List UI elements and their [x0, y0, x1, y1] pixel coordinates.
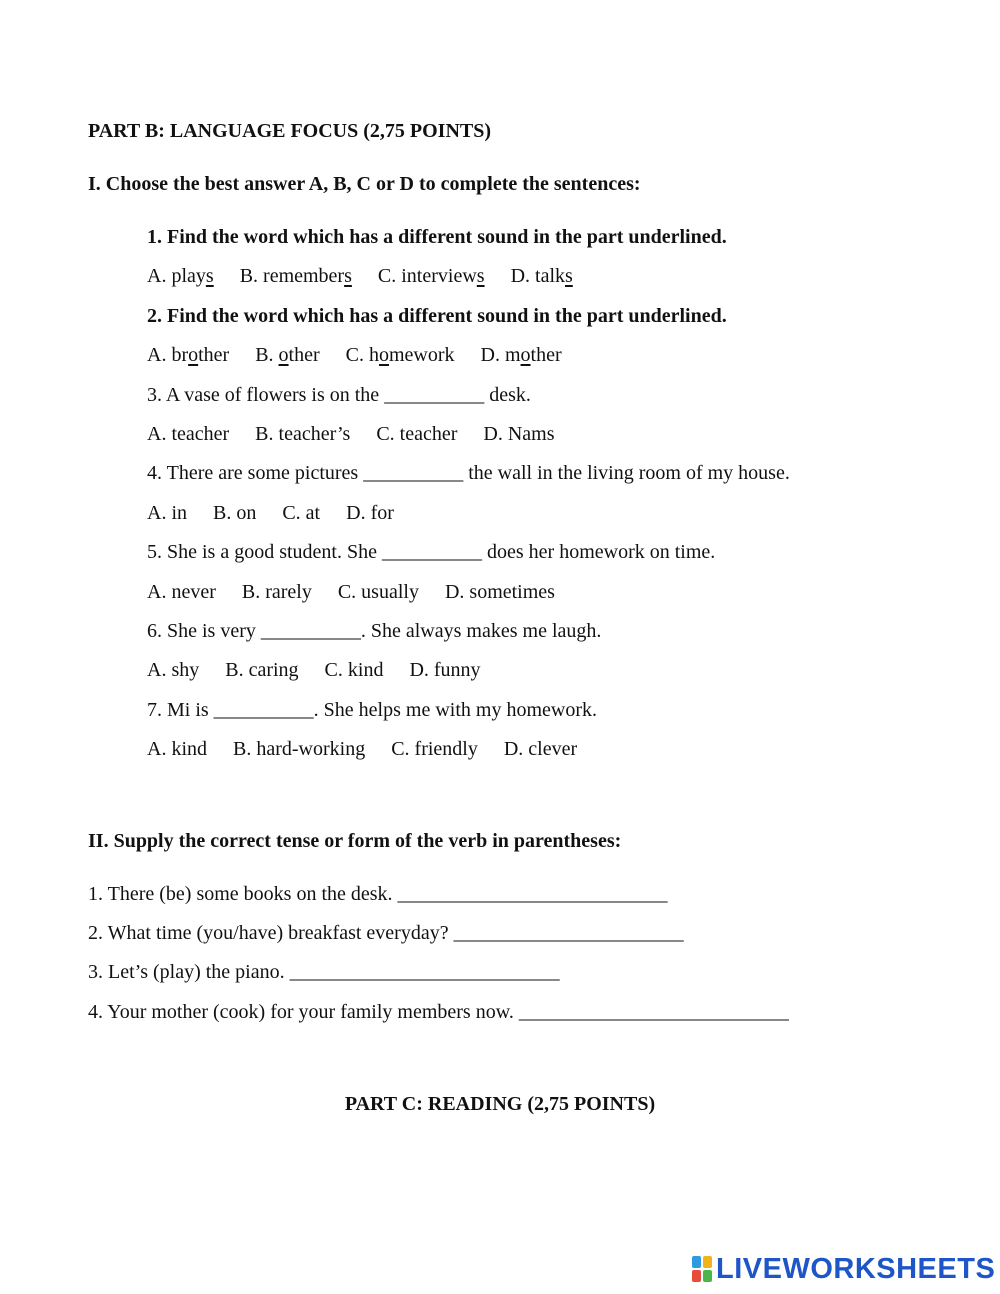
- option-a[interactable]: [147, 344, 229, 366]
- option-text: A. kind: [147, 738, 207, 760]
- option-text: A. teacher: [147, 423, 230, 445]
- option-c[interactable]: [376, 423, 457, 445]
- option-c[interactable]: [325, 659, 384, 681]
- liveworksheets-logo: [692, 1254, 995, 1284]
- option-text-end: ther: [198, 344, 230, 366]
- option-d[interactable]: [481, 344, 562, 366]
- option-b[interactable]: [240, 265, 352, 287]
- option-b[interactable]: [225, 659, 298, 681]
- question-4-prompt: 4. There are some pictures __________ the wall in the living room of my house.: [147, 462, 790, 484]
- option-text: A. in: [147, 502, 187, 524]
- option-text: C. usually: [337, 581, 419, 603]
- option-text: B. caring: [225, 659, 299, 681]
- option-b[interactable]: [242, 581, 312, 603]
- option-text-end: ther: [288, 344, 320, 366]
- question-7-prompt: 7. Mi is __________. She helps me with my homework.: [147, 699, 597, 721]
- option-text: B. teacher’s: [255, 423, 351, 445]
- option-c[interactable]: [282, 502, 320, 524]
- option-text: C. at: [282, 502, 321, 524]
- option-text: D. m: [480, 344, 521, 366]
- part-b-title: PART B: LANGUAGE FOCUS (2,75 POINTS): [88, 120, 492, 142]
- option-text: B. rarely: [241, 581, 312, 603]
- option-text: A. shy: [147, 659, 200, 681]
- verb-item-2: 2. What time (you/have) breakfast everyday? _______________________: [88, 922, 684, 944]
- underlined-letter: o: [378, 344, 389, 366]
- option-c[interactable]: [391, 738, 478, 760]
- option-text: C. kind: [324, 659, 384, 681]
- option-text: C. teacher: [376, 423, 458, 445]
- option-a[interactable]: [147, 265, 214, 287]
- logo-text: LIVEWORKSHEETS: [716, 1252, 996, 1285]
- question-6-prompt: 6. She is very __________. She always makes me laugh.: [147, 620, 602, 642]
- option-text: C. interview: [377, 265, 477, 287]
- option-c[interactable]: [338, 581, 419, 603]
- question-2-prompt: 2. Find the word which has a different sound in the part underlined.: [147, 305, 727, 327]
- underlined-letter: s: [205, 265, 214, 287]
- option-a[interactable]: [147, 581, 216, 603]
- option-text: B. remember: [239, 265, 345, 287]
- option-text: D. sometimes: [444, 581, 555, 603]
- underlined-letter: s: [344, 265, 352, 287]
- option-c[interactable]: [378, 265, 485, 287]
- question-3-options: [147, 422, 555, 446]
- question-1-options: [147, 264, 573, 288]
- option-text: B. on: [213, 502, 257, 524]
- option-text: D. funny: [409, 659, 481, 681]
- option-text: D. clever: [503, 738, 578, 760]
- option-text: D. Nams: [483, 423, 555, 445]
- option-a[interactable]: [147, 502, 187, 524]
- question-4-options: [147, 501, 394, 525]
- logo-square-2: [703, 1256, 712, 1268]
- underlined-letter: s: [476, 265, 485, 287]
- option-text: C. friendly: [391, 738, 478, 760]
- option-text: A. never: [147, 581, 216, 603]
- option-b[interactable]: [213, 502, 256, 524]
- section-2-title: II. Supply the correct tense or form of the verb in parentheses:: [88, 830, 622, 852]
- verb-item-4: 4. Your mother (cook) for your family members now. ___________________________: [88, 1001, 789, 1023]
- option-text: A. br: [147, 344, 189, 366]
- question-1-prompt: 1. Find the word which has a different sound in the part underlined.: [147, 226, 727, 248]
- underlined-letter: o: [520, 344, 531, 366]
- option-b[interactable]: [233, 738, 365, 760]
- question-5-prompt: 5. She is a good student. She __________ does her homework on time.: [147, 541, 716, 563]
- option-a[interactable]: [147, 423, 229, 445]
- question-3-prompt: 3. A vase of flowers is on the __________ desk.: [147, 384, 531, 406]
- option-text: C. h: [345, 344, 379, 366]
- question-7-options: [147, 737, 577, 761]
- option-b[interactable]: [255, 423, 350, 445]
- question-2-options: [147, 343, 562, 367]
- option-c[interactable]: [346, 344, 455, 366]
- question-6-options: [147, 658, 481, 682]
- option-d[interactable]: [346, 502, 394, 524]
- option-a[interactable]: [147, 738, 207, 760]
- logo-square-3: [692, 1270, 701, 1282]
- part-c-title: PART C: READING (2,75 POINTS): [344, 1093, 656, 1115]
- option-text-end: ther: [530, 344, 562, 366]
- option-d[interactable]: [483, 423, 554, 445]
- option-text: D. talk: [510, 265, 565, 287]
- underlined-letter: o: [188, 344, 199, 366]
- option-text: A. play: [147, 265, 206, 287]
- logo-mark-icon: [692, 1256, 712, 1282]
- option-d[interactable]: [409, 659, 480, 681]
- logo-square-1: [692, 1256, 701, 1268]
- option-b[interactable]: [255, 344, 319, 366]
- option-text: D. for: [346, 502, 394, 524]
- option-a[interactable]: [147, 659, 199, 681]
- option-d[interactable]: [511, 265, 573, 287]
- option-text: B.: [255, 344, 279, 366]
- option-d[interactable]: [504, 738, 577, 760]
- option-text-end: mework: [388, 344, 455, 366]
- question-5-options: [147, 580, 555, 604]
- verb-item-1: 1. There (be) some books on the desk. ___________________________: [88, 883, 668, 905]
- option-d[interactable]: [445, 581, 555, 603]
- section-1-title: I. Choose the best answer A, B, C or D to complete the sentences:: [88, 173, 641, 195]
- option-text: B. hard-working: [233, 738, 366, 760]
- logo-square-4: [703, 1270, 712, 1282]
- verb-item-3: 3. Let’s (play) the piano. ___________________________: [88, 961, 560, 983]
- underlined-letter: o: [278, 344, 289, 366]
- underlined-letter: s: [565, 265, 573, 287]
